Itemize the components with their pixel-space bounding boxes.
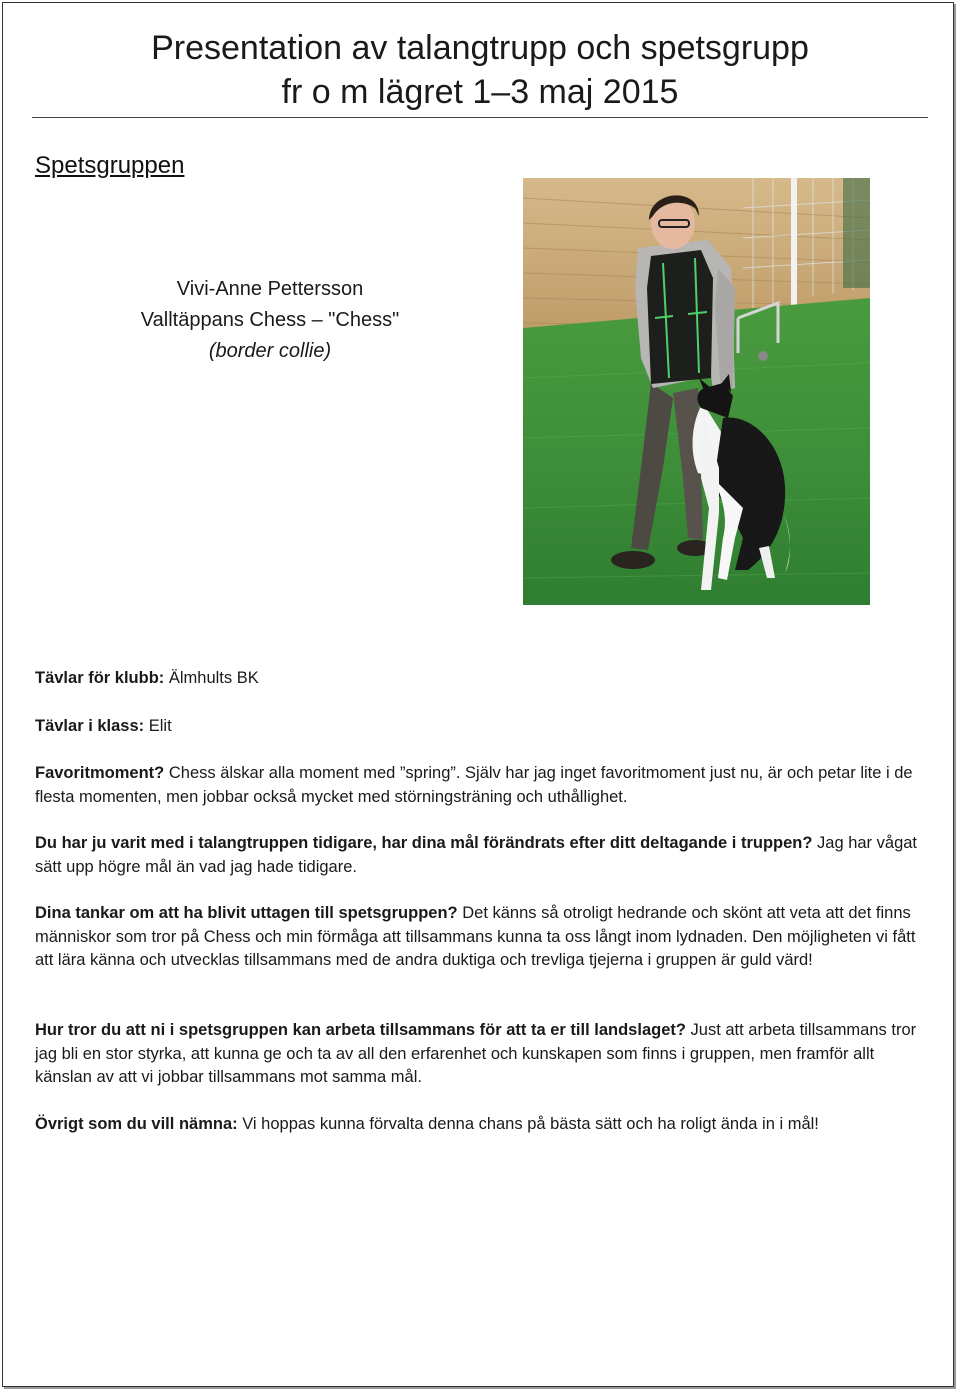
field-other — [35, 1113, 925, 1137]
page-title — [40, 26, 920, 114]
section-heading: Spetsgruppen — [35, 152, 185, 179]
title-line-2: fr o m lägret 1–3 maj 2015 — [281, 73, 679, 111]
question-thoughts — [35, 902, 925, 973]
member-name: Vivi-Anne Pettersson — [176, 278, 364, 300]
field-favorite-exercise — [35, 762, 925, 809]
field-label: Favoritmoment? — [35, 764, 165, 782]
field-club — [35, 667, 925, 691]
question-label: Dina tankar om att ha blivit uttagen till spetsgruppen? — [35, 904, 458, 922]
question-label: Hur tror du att ni i spetsgruppen kan arbeta tillsammans för att ta er till landslaget? — [35, 1021, 686, 1039]
question-label: Du har ju varit med i talangtruppen tidigare, har dina mål förändrats efter ditt deltagande i truppen? — [35, 834, 813, 852]
answer-text: Det känns så otroligt hedrande och skönt att veta att det finns människor som tror på Chess och min förmåga att tillsammans kunna ta oss långt inom lydnaden. Den möjligheten vi fått att lära känna och utvecklas tillsammans med de andra duktiga och trevliga tjejerna i gruppen är guld värd! — [35, 904, 916, 969]
field-text: Älmhults BK — [164, 669, 259, 687]
title-line-1: Presentation av talangtrupp och spetsgrupp — [151, 29, 809, 67]
field-label: Övrigt som du vill nämna: — [35, 1115, 238, 1133]
field-text: Chess älskar alla moment med ”spring”. Själv har jag inget favoritmoment just nu, är och petar lite i de flesta momenten, men jobbar också mycket med störningsträning och uthållighet. — [35, 764, 913, 806]
handler-with-border-collie-photo — [523, 178, 870, 605]
answer-text: Just att arbeta tillsammans tror jag bli en stor styrka, att kunna ge och ta av all den erfarenhet och kunskapen som finns i gruppen, men framför allt känslan av att vi jobbar tillsammans mot samma mål. — [35, 1021, 917, 1086]
field-text: Elit — [144, 717, 172, 735]
dog-name: Valltäppans Chess – "Chess" — [140, 309, 400, 331]
question-teamwork — [35, 1019, 925, 1090]
field-text: Vi hoppas kunna förvalta denna chans på bästa sätt och ha roligt ända in i mål! — [237, 1115, 819, 1133]
field-class — [35, 715, 925, 739]
title-divider — [32, 117, 928, 118]
field-label: Tävlar i klass: — [35, 717, 145, 735]
dog-breed: (border collie) — [208, 340, 332, 362]
question-goals — [35, 832, 925, 879]
field-label: Tävlar för klubb: — [35, 669, 165, 687]
answer-text: Jag har vågat sätt upp högre mål än vad jag hade tidigare. — [35, 834, 918, 876]
member-info — [95, 274, 445, 367]
